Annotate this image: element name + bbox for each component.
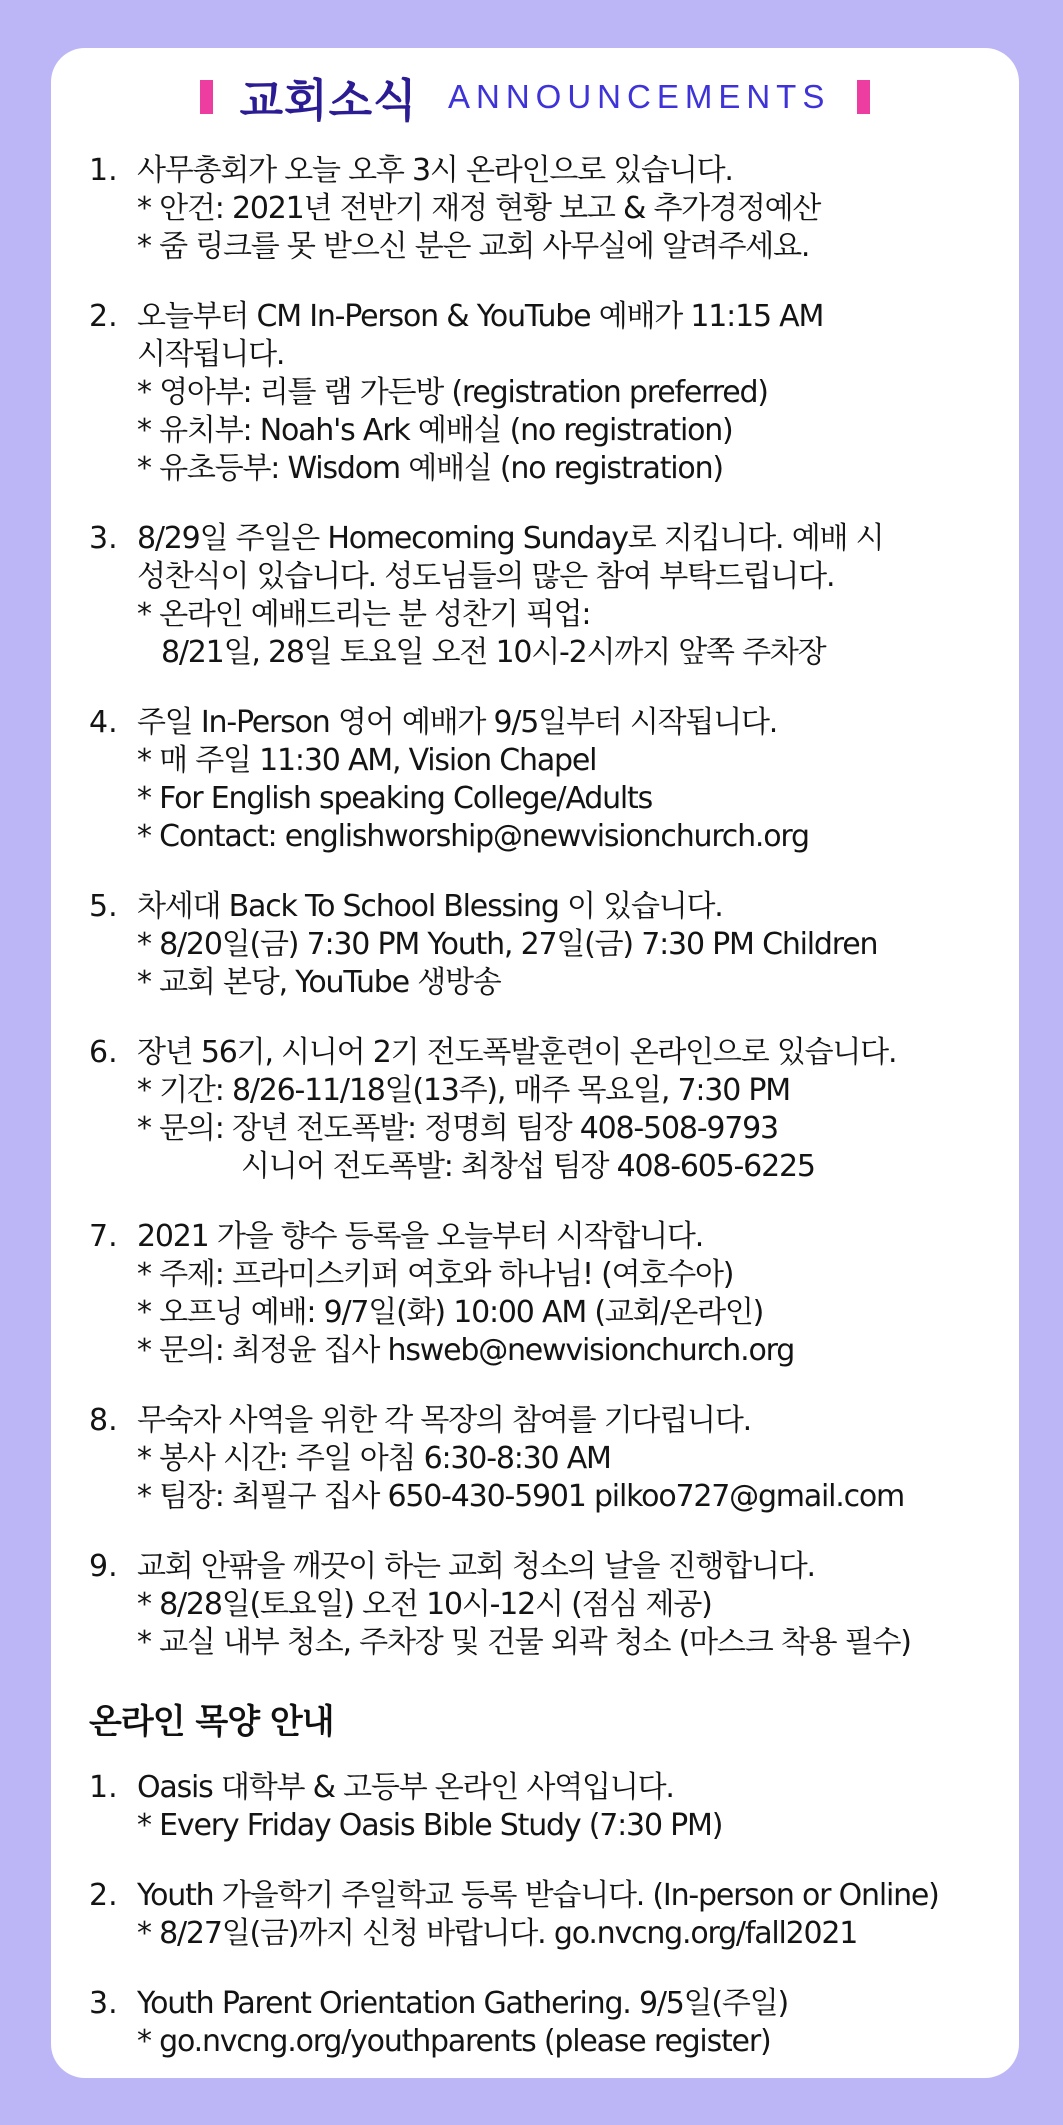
item-number: 1.: [89, 1770, 118, 1805]
item-number: 2.: [89, 299, 118, 334]
item-detail: * 8/28일(토요일) 오전 10시-12시 (점심 제공): [137, 1587, 712, 1622]
item-number: 7.: [89, 1219, 118, 1254]
item-headline-cont: 성찬식이 있습니다. 성도님들의 많은 참여 부탁드립니다.: [137, 559, 835, 594]
item-headline: Oasis 대학부 & 고등부 온라인 사역입니다.: [137, 1770, 674, 1805]
item-detail: * 교실 내부 청소, 주차장 및 건물 외곽 청소 (마스크 착용 필수): [137, 1625, 911, 1660]
item-detail: * 주제: 프라미스키퍼 여호와 하나님! (여호수아): [137, 1257, 734, 1292]
item-number: 3.: [89, 1986, 118, 2021]
announcement-card: [51, 48, 1019, 2078]
item-detail: * 유초등부: Wisdom 예배실 (no registration): [137, 451, 723, 486]
item-headline: 무숙자 사역을 위한 각 목장의 참여를 기다립니다.: [137, 1403, 751, 1438]
online-item-3: [89, 1985, 1029, 2061]
item-headline-cont: 시작됩니다.: [137, 337, 285, 372]
item-contact-email: * Contact: englishworship@newvisionchurch.org: [137, 819, 809, 854]
announcement-item-7: [89, 1218, 1029, 1370]
item-detail: * 기간: 8/26-11/18일(13주), 매주 목요일, 7:30 PM: [137, 1073, 790, 1108]
online-section-title: 온라인 목양 안내: [89, 1702, 334, 1742]
item-contact-email: * 문의: 최정윤 집사 hsweb@newvisionchurch.org: [137, 1333, 795, 1368]
announcement-item-1: [89, 152, 1029, 266]
item-detail: 8/21일, 28일 토요일 오전 10시-2시까지 앞쪽 주차장: [161, 635, 826, 670]
item-number: 3.: [89, 521, 118, 556]
item-detail: * go.nvcng.org/youthparents (please register): [137, 2024, 771, 2059]
item-detail: * 8/20일(금) 7:30 PM Youth, 27일(금) 7:30 PM Children: [137, 927, 878, 962]
item-number: 5.: [89, 889, 118, 924]
right-accent-bar: [857, 80, 870, 114]
item-detail: * Every Friday Oasis Bible Study (7:30 PM): [137, 1808, 723, 1843]
item-detail: * 줌 링크를 못 받으신 분은 교회 사무실에 알려주세요.: [137, 229, 810, 264]
item-number: 1.: [89, 153, 118, 188]
item-headline: 2021 가을 향수 등록을 오늘부터 시작합니다.: [137, 1219, 704, 1254]
title-english: ANNOUNCEMENTS: [447, 77, 831, 115]
item-headline: 오늘부터 CM In-Person & YouTube 예배가 11:15 AM: [137, 299, 824, 334]
announcement-item-6: [89, 1034, 1029, 1186]
announcement-item-4: [89, 704, 1029, 856]
item-headline: 8/29일 주일은 Homecoming Sunday로 지킵니다. 예배 시: [137, 521, 884, 556]
item-detail: * 봉사 시간: 주일 아침 6:30-8:30 AM: [137, 1441, 611, 1476]
online-item-2: [89, 1877, 1029, 1953]
item-number: 6.: [89, 1035, 118, 1070]
item-headline: Youth Parent Orientation Gathering. 9/5일(주일): [137, 1986, 788, 2021]
item-detail: * 안건: 2021년 전반기 재정 현황 보고 & 추가경정예산: [137, 191, 821, 226]
item-headline: Youth 가을학기 주일학교 등록 받습니다. (In-person or Online): [137, 1878, 939, 1913]
item-detail: * 유치부: Noah's Ark 예배실 (no registration): [137, 413, 733, 448]
title-korean: 교회소식: [239, 74, 418, 127]
content: [89, 152, 1029, 2093]
item-contact-email: * 팀장: 최필구 집사 650-430-5901 pilkoo727@gmail.com: [137, 1479, 905, 1514]
online-item-1: [89, 1769, 1029, 1845]
left-accent-bar: [200, 80, 213, 114]
announcement-item-3: [89, 520, 1029, 672]
item-detail: * 교회 본당, YouTube 생방송: [137, 965, 501, 1000]
item-detail: * 오프닝 예배: 9/7일(화) 10:00 AM (교회/온라인): [137, 1295, 764, 1330]
announcement-item-8: [89, 1402, 1029, 1516]
item-detail: * 영아부: 리틀 램 가든방 (registration preferred): [137, 375, 768, 410]
announcement-item-2: [89, 298, 1029, 488]
item-number: 9.: [89, 1549, 118, 1584]
item-headline: 장년 56기, 시니어 2기 전도폭발훈련이 온라인으로 있습니다.: [137, 1035, 897, 1070]
item-number: 8.: [89, 1403, 118, 1438]
announcement-item-9: [89, 1548, 1029, 1662]
item-detail: * For English speaking College/Adults: [137, 781, 653, 816]
header: [51, 64, 1019, 128]
item-detail: * 8/27일(금)까지 신청 바랍니다. go.nvcng.org/fall2021: [137, 1916, 858, 1951]
item-headline: 사무총회가 오늘 오후 3시 온라인으로 있습니다.: [137, 153, 733, 188]
item-headline: 주일 In-Person 영어 예배가 9/5일부터 시작됩니다.: [137, 705, 778, 740]
item-headline: 교회 안팎을 깨끗이 하는 교회 청소의 날을 진행합니다.: [137, 1549, 815, 1584]
item-number: 4.: [89, 705, 118, 740]
item-detail: * 온라인 예배드리는 분 성찬기 픽업:: [137, 597, 591, 632]
item-detail: * 문의: 장년 전도폭발: 정명희 팀장 408-508-9793: [137, 1111, 778, 1146]
item-detail: 시니어 전도폭발: 최창섭 팀장 408-605-6225: [241, 1149, 815, 1184]
item-detail: * 매 주일 11:30 AM, Vision Chapel: [137, 743, 597, 778]
announcement-item-5: [89, 888, 1029, 1002]
item-headline: 차세대 Back To School Blessing 이 있습니다.: [137, 889, 723, 924]
item-number: 2.: [89, 1878, 118, 1913]
